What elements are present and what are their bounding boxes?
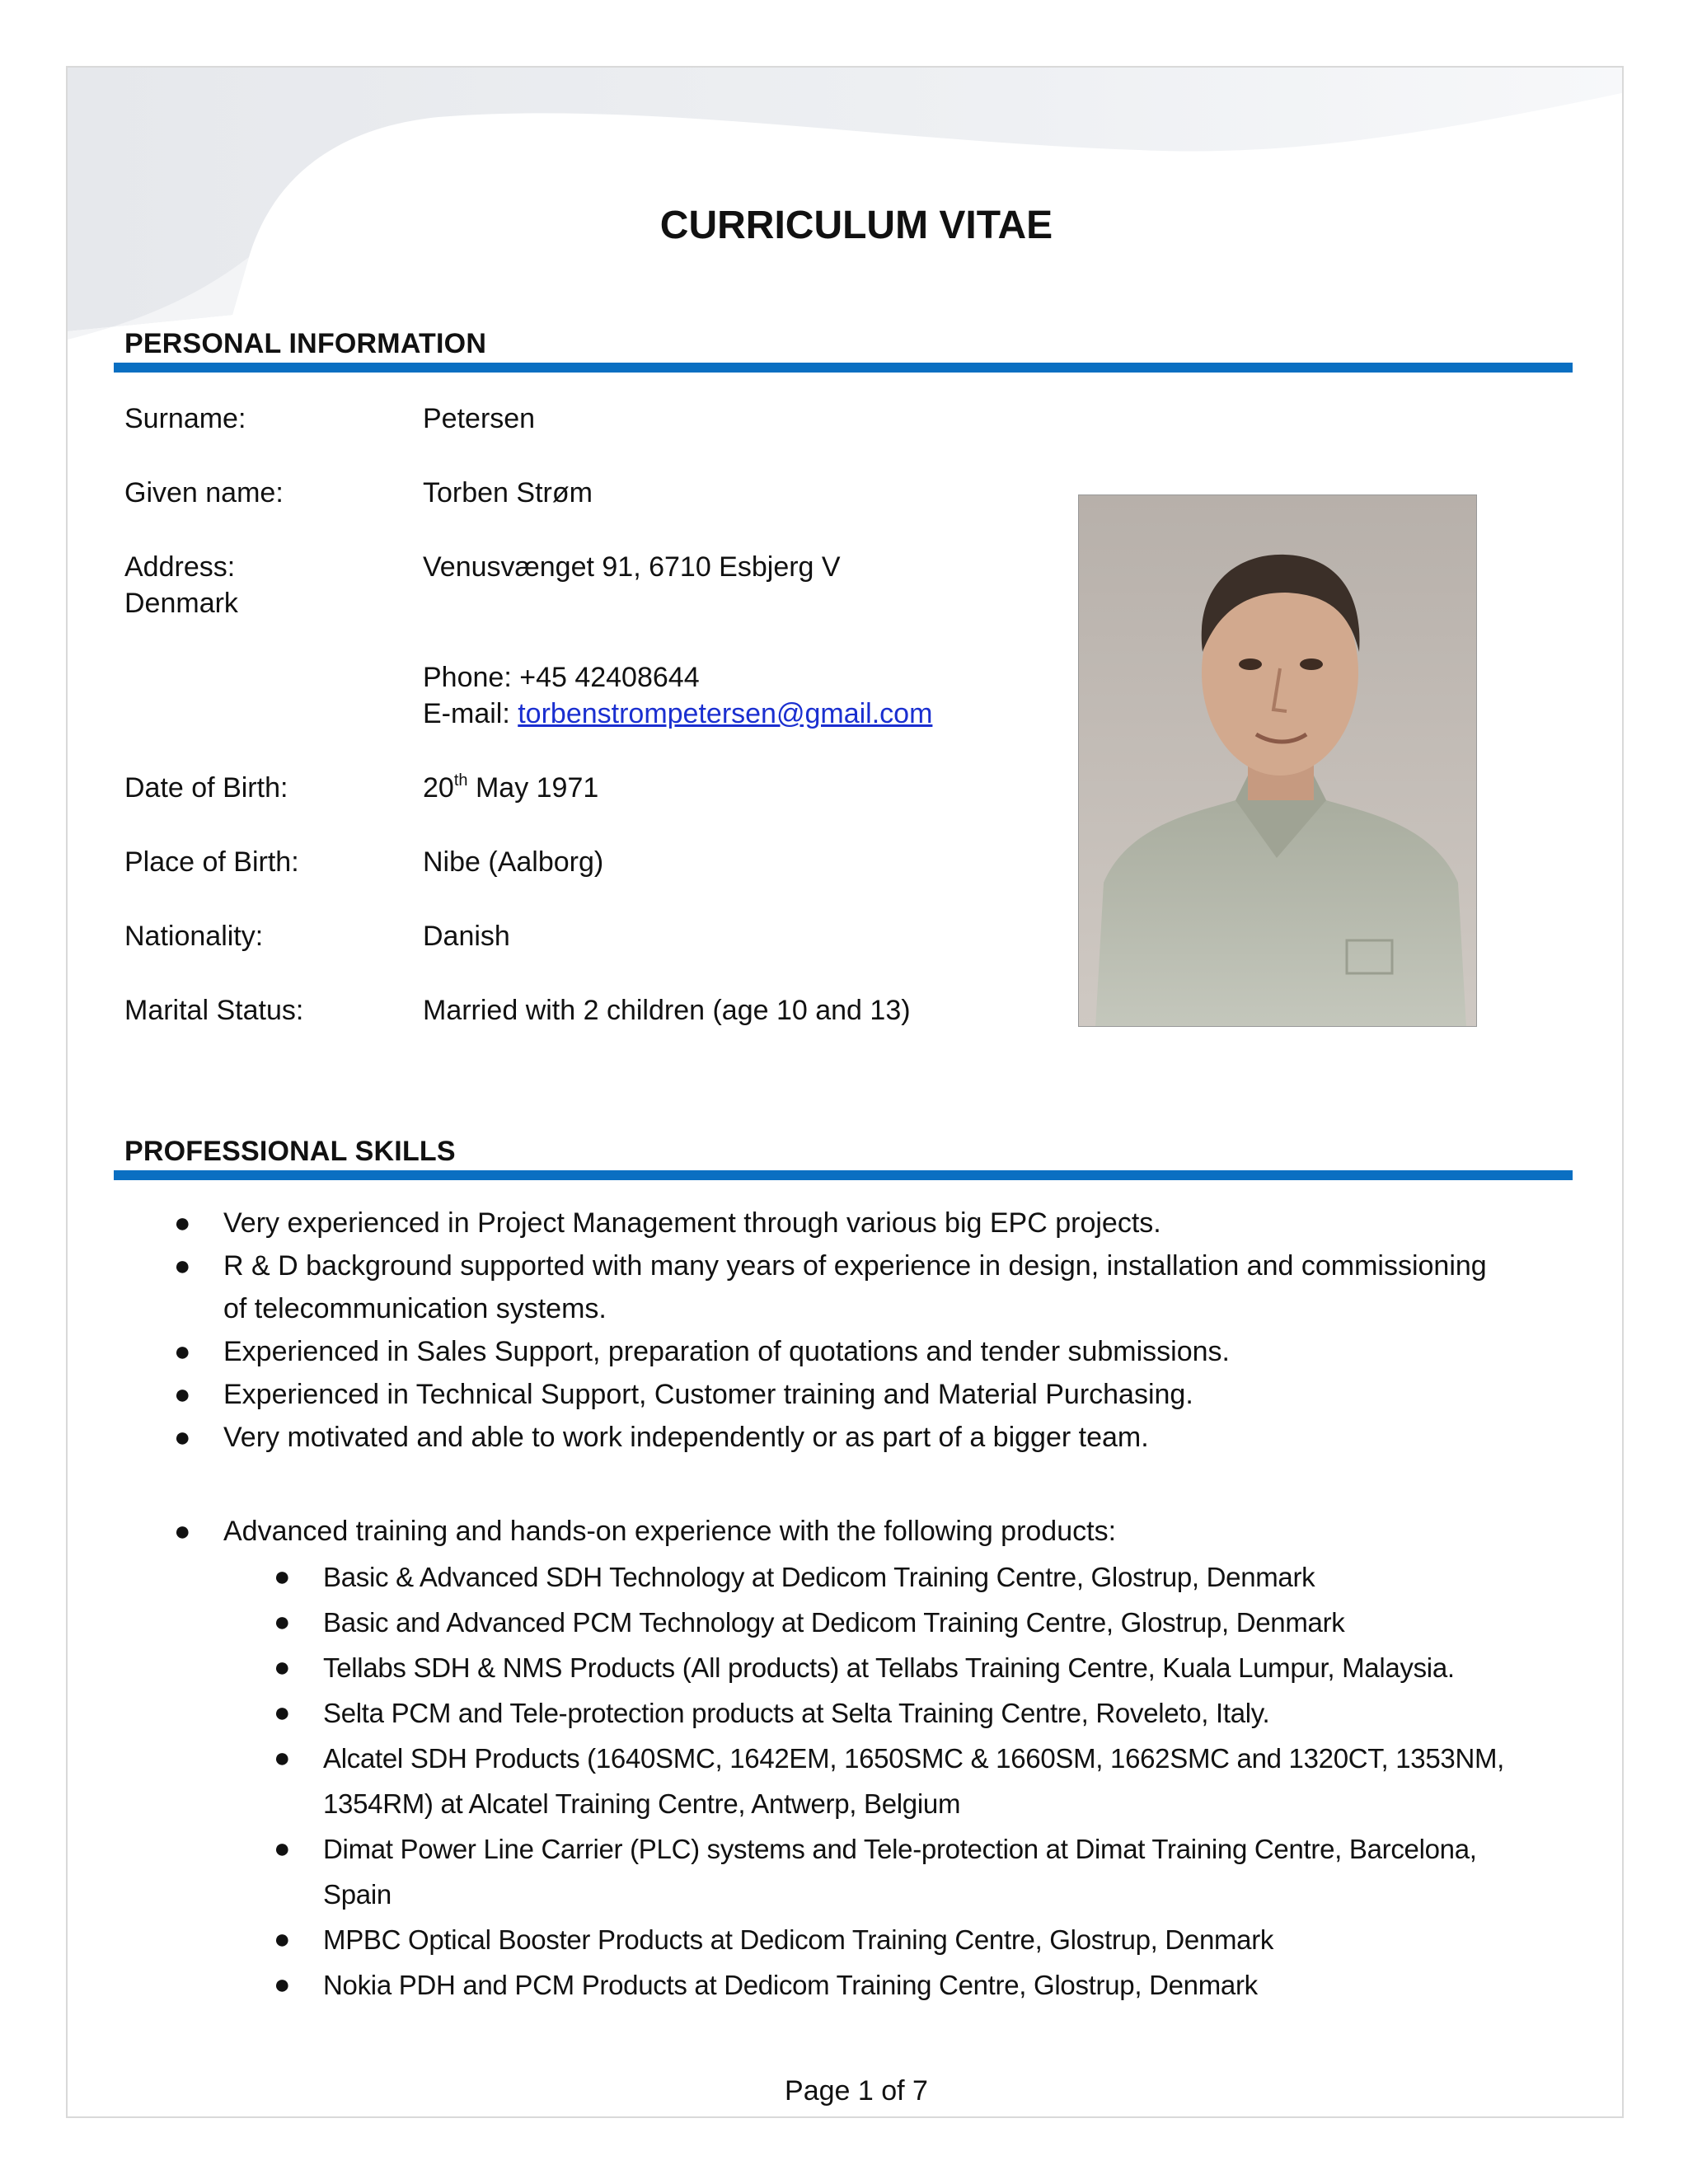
bullet-icon: ●	[274, 1742, 291, 1774]
list-item: ● Nokia PDH and PCM Products at Dedicom Training Centre, Glostrup, Denmark	[323, 1962, 1559, 2008]
bullet-icon: ●	[174, 1250, 191, 1282]
dob-label: Date of Birth:	[124, 772, 288, 804]
list-item: ● Basic & Advanced SDH Technology at Dedicom Training Centre, Glostrup, Denmark	[323, 1554, 1559, 1600]
list-item: ● MPBC Optical Booster Products at Dedicom Training Centre, Glostrup, Denmark	[323, 1917, 1559, 1962]
list-item: ● Experienced in Sales Support, preparation of quotations and tender submissions.	[223, 1330, 1542, 1373]
phone-value: Phone: +45 42408644	[423, 662, 700, 693]
surname-value: Petersen	[423, 403, 536, 434]
list-item-continuation: 1354RM) at Alcatel Training Centre, Antwerp, Belgium	[323, 1788, 961, 1819]
email-line	[423, 696, 932, 732]
marital-value: Married with 2 children (age 10 and 13)	[423, 995, 911, 1026]
bullet-icon: ●	[274, 1697, 291, 1728]
list-item: ● R & D background supported with many years of experience in design, installation and commissioning	[223, 1244, 1542, 1287]
page-number: Page 1 of 7	[785, 2075, 928, 2107]
bullet-icon: ●	[274, 1561, 291, 1592]
dob-suffix: th	[453, 771, 468, 790]
portrait-illustration	[1079, 495, 1477, 1027]
bullet-icon: ●	[174, 1207, 191, 1239]
bullet-icon: ●	[174, 1516, 191, 1547]
skills-heading: PROFESSIONAL SKILLS	[124, 1136, 456, 1167]
bullet-icon: ●	[174, 1336, 191, 1367]
training-intro-list	[174, 1510, 1542, 1553]
bullet-icon: ●	[274, 1924, 291, 1955]
document-title: CURRICULUM VITAE	[659, 204, 1053, 247]
dob-value	[423, 770, 598, 806]
given-name-label: Given name:	[124, 477, 284, 509]
list-item: ● Advanced training and hands-on experience with the following products:	[223, 1510, 1542, 1553]
email-link[interactable]: torbenstrompetersen@gmail.com	[518, 698, 933, 729]
personal-info-heading: PERSONAL INFORMATION	[124, 328, 487, 359]
skills-rule	[114, 1170, 1573, 1180]
list-item: ● Basic and Advanced PCM Technology at Dedicom Training Centre, Glostrup, Denmark	[323, 1600, 1559, 1645]
list-item: ● Very motivated and able to work independently or as part of a bigger team.	[223, 1416, 1542, 1459]
dob-rest: May 1971	[467, 772, 599, 804]
list-item: ● Dimat Power Line Carrier (PLC) systems and Tele-protection at Dimat Training Centre, Barcelona,	[323, 1826, 1559, 1872]
list-item: ● Selta PCM and Tele-protection products at Selta Training Centre, Roveleto, Italy.	[323, 1690, 1559, 1736]
bullet-icon: ●	[174, 1379, 191, 1410]
training-list	[274, 1554, 1559, 2008]
list-item: ● Very experienced in Project Management through various big EPC projects.	[223, 1202, 1542, 1244]
bullet-icon: ●	[274, 1652, 291, 1683]
list-item: ● Tellabs SDH & NMS Products (All products) at Tellabs Training Centre, Kuala Lumpur, Malaysia.	[323, 1645, 1559, 1690]
dob-day: 20	[423, 772, 454, 804]
pob-value: Nibe (Aalborg)	[423, 846, 604, 878]
bullet-icon: ●	[274, 1606, 291, 1638]
bullet-icon: ●	[174, 1422, 191, 1453]
profile-photo	[1078, 494, 1477, 1027]
address-country: Denmark	[124, 588, 238, 619]
address-value: Venusvænget 91, 6710 Esbjerg V	[423, 551, 841, 583]
address-label: Address:	[124, 551, 236, 583]
list-item-continuation: Spain	[323, 1879, 392, 1910]
personal-info-rule	[114, 363, 1573, 373]
given-name-value: Torben Strøm	[423, 477, 593, 509]
bullet-icon: ●	[274, 1969, 291, 2000]
nationality-label: Nationality:	[124, 921, 264, 952]
pob-label: Place of Birth:	[124, 846, 299, 878]
email-label: E-mail:	[423, 698, 518, 729]
list-item-continuation: of telecommunication systems.	[223, 1293, 607, 1324]
surname-label: Surname:	[124, 403, 246, 434]
marital-label: Marital Status:	[124, 995, 304, 1026]
bullet-icon: ●	[274, 1833, 291, 1864]
list-item: ● Alcatel SDH Products (1640SMC, 1642EM, 1650SMC & 1660SM, 1662SMC and 1320CT, 1353NM,	[323, 1736, 1559, 1781]
list-item: ● Experienced in Technical Support, Customer training and Material Purchasing.	[223, 1373, 1542, 1416]
skills-list	[174, 1202, 1542, 1459]
nationality-value: Danish	[423, 921, 510, 952]
